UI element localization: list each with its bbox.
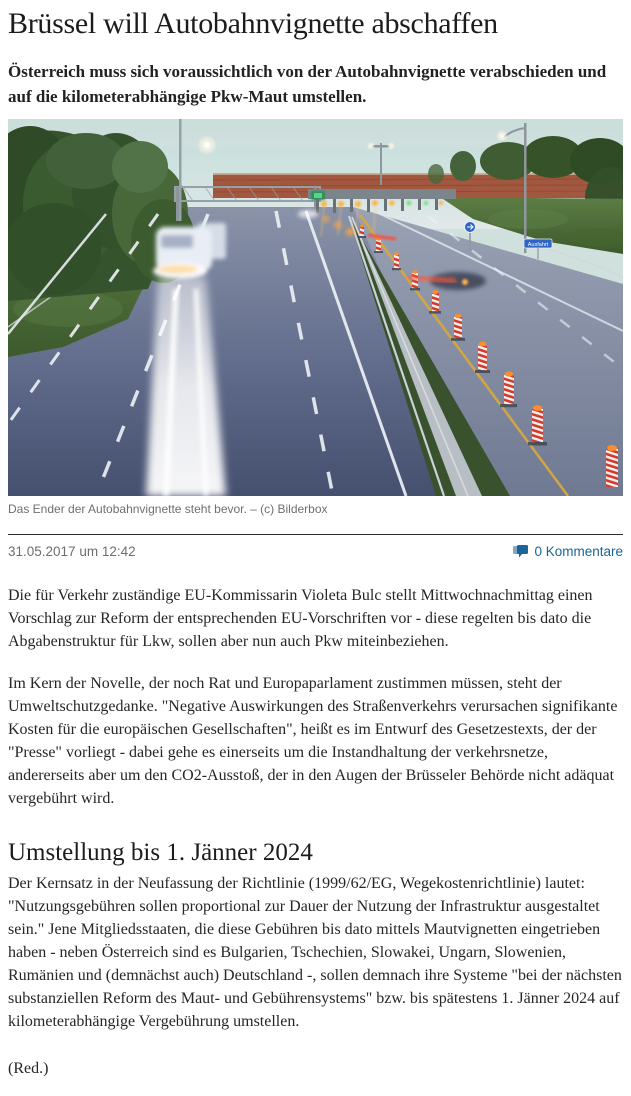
section-heading: Umstellung bis 1. Jänner 2024 — [8, 839, 313, 866]
article-figure — [8, 119, 623, 517]
article-paragraph: Die für Verkehr zuständige EU-Kommissarin Violeta Bulc stellt Mittwochnachmittag einen Vorschlag zur Reform der entsprechenden EU-Vorschriften vor - diese regelten bis dato die Abgabenstruktur für Lkw, sollen aber nun auch Pkw miteinbeziehen. — [8, 587, 593, 650]
ausfahrt-sign-label: Ausfahrt — [527, 242, 549, 248]
meta-divider — [8, 534, 623, 535]
article-paragraph: Der Kernsatz in der Neufassung der Richtlinie (1999/62/EG, Wegekostenrichtlinie) lautet: "Nutzungsgebühren sollen proportional zur Dauer der Nutzung der Infrastruktur ausgestaltet sein." Jene Mitgliedsstaaten, die diese Gebühren bis dato mittels Mautvignetten eingetrieben haben - neben Österreich sind es Bulgarien, Tschechien, Slowakei, Ungarn, Slowenien, Rumänien und (demnächst auch) Deutschland -, sollen demnach ihre Systeme "bei der nächsten substanziellen Reform des Maut- und Gebührensystems" bzw. bis spätestens 1. Jänner 2024 auf kilometerabhängige Vergebührung umstellen. — [8, 875, 622, 1030]
comments-count-label: 0 Kommentare — [534, 544, 623, 559]
article-signoff: (Red.) — [8, 1060, 49, 1077]
comment-bubble-icon — [513, 545, 528, 558]
comments-link[interactable] — [513, 544, 623, 559]
publish-date: 31.05.2017 um 12:42 — [8, 544, 136, 559]
meta-row — [8, 544, 623, 559]
photo-caption: Das Ender der Autobahnvignette steht bevor. – (c) Bilderbox — [8, 502, 328, 516]
article-photo — [8, 119, 623, 496]
article-title: Brüssel will Autobahnvignette abschaffen — [8, 7, 498, 40]
article-paragraph: Im Kern der Novelle, der noch Rat und Europaparlament zustimmen müssen, steht der Umweltschutzgedanke. "Negative Auswirkungen des Straßenverkehrs verursachen signifikante Kosten für die europäischen Gesellschaften", heißt es im Entwurf des Gesetzestexts, der der "Presse" vorliegt - dabei gehe es einerseits um die Instandhaltung der verkehrsnetze, andererseits aber um den CO2-Ausstoß, der in den Augen der Brüsseler Behörde nicht adäquat vergebührt wird. — [8, 675, 618, 807]
article-lead: Österreich muss sich voraussichtlich von der Autobahnvignette verabschieden und auf die kilometerabhängige Pkw-Maut umstellen. — [8, 62, 607, 106]
